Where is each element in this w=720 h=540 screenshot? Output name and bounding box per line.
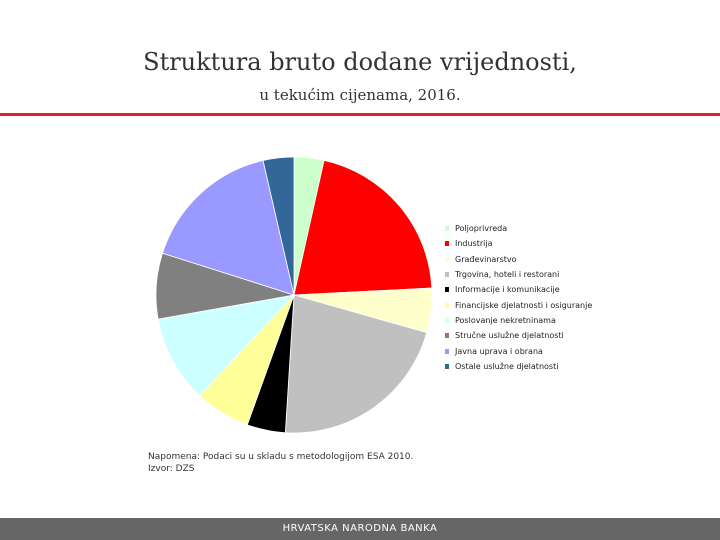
legend-item — [445, 359, 592, 374]
legend-item — [445, 313, 592, 328]
legend-label: Trgovina, hoteli i restorani — [455, 270, 560, 280]
legend-swatch — [445, 241, 449, 246]
legend-item — [445, 297, 592, 312]
legend-swatch — [445, 287, 449, 292]
legend-item — [445, 282, 592, 297]
legend-item — [445, 221, 592, 236]
legend-label: Stručne uslužne djelatnosti — [455, 331, 564, 341]
legend-item — [445, 328, 592, 343]
legend-swatch — [445, 349, 449, 354]
chart-notes — [148, 451, 413, 475]
legend-swatch — [445, 333, 449, 338]
chart-legend — [445, 221, 592, 374]
legend-label: Ostale uslužne djelatnosti — [455, 361, 559, 371]
legend-label: Poljoprivreda — [455, 224, 508, 234]
legend-swatch — [445, 226, 449, 231]
legend-label: Javna uprava i obrana — [455, 346, 543, 356]
legend-label: Informacije i komunikacije — [455, 285, 560, 295]
legend-item — [445, 236, 592, 251]
legend-swatch — [445, 303, 449, 308]
legend-label: Poslovanje nekretninama — [455, 315, 556, 325]
chart-title: Struktura bruto dodane vrijednosti, — [143, 48, 577, 76]
legend-swatch — [445, 272, 449, 277]
legend-item — [445, 343, 592, 358]
legend-swatch — [445, 364, 449, 369]
legend-item — [445, 252, 592, 267]
source-note: Izvor: DZS — [148, 464, 195, 474]
legend-label: Građevinarstvo — [455, 254, 517, 264]
legend-item — [445, 267, 592, 282]
legend-swatch — [445, 318, 449, 323]
methodology-note: Napomena: Podaci su u skladu s metodologijom ESA 2010. — [148, 452, 414, 462]
legend-label: Industrija — [455, 239, 493, 249]
legend-label: Financijske djelatnosti i osiguranje — [455, 300, 593, 310]
footer-bank-name: HRVATSKA NARODNA BANKA — [0, 518, 720, 540]
legend-swatch — [445, 257, 449, 262]
chart-subtitle: u tekućim cijenama, 2016. — [259, 86, 461, 104]
